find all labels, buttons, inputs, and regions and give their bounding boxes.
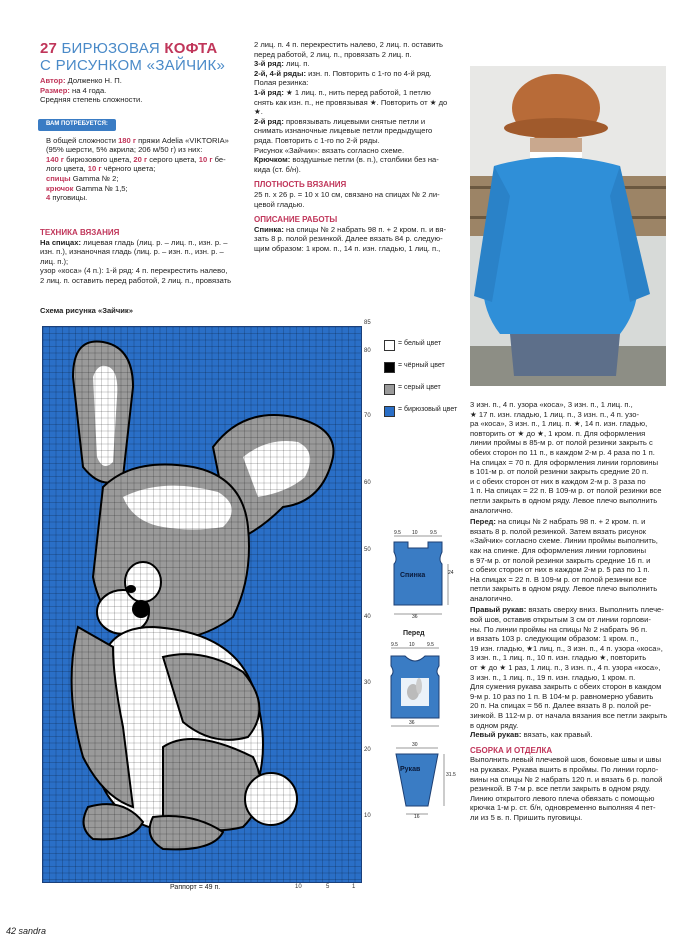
body-text: 25 п. х 26 р. = 10 х 10 см, связано на спицах № 2 ли-	[254, 189, 440, 199]
column-two	[254, 40, 464, 253]
body-text: ряда. Повторить с 1-го по 2-й ряды.	[254, 135, 380, 145]
body-text: перед работой, 2 лиц. п., провязать 2 лиц. п.	[254, 49, 412, 59]
bunny-chart	[42, 326, 362, 883]
dim-label: 30	[412, 742, 418, 748]
materials-text: Gamma № 2;	[70, 173, 119, 183]
legend-turquoise	[384, 406, 458, 417]
body-text: Выполнить левый плечевой шов, боковые швы и швы	[470, 755, 662, 765]
body-text: лиц. п.	[283, 59, 310, 69]
body-text: как на спинке. Для оформления линии горловины	[470, 545, 647, 555]
article-header	[40, 40, 240, 105]
row-number: 80	[364, 348, 371, 354]
body-text: и с обеих сторон от них в каждом 2-м р. 3 раза по	[470, 476, 646, 486]
row-label: 2-й ряд:	[254, 116, 284, 126]
dim-label: 10	[409, 642, 415, 648]
body-text: в одном ряду.	[470, 720, 519, 730]
legend-label: = белый цвет	[398, 340, 442, 347]
chart-footer: Раппорт = 49 п.	[170, 884, 221, 891]
legend-white	[384, 340, 441, 351]
body-text: Линию открытого левого плеча обвязать с помощью	[470, 793, 655, 803]
materials-text: лого цвета,	[46, 164, 88, 174]
materials-weight: 20 г	[133, 154, 148, 164]
article-title	[40, 40, 240, 57]
materials-text: бирюзового цвета,	[63, 154, 134, 164]
materials-weight: 10 г	[87, 164, 102, 174]
back-label: Спинка	[400, 572, 426, 579]
magazine-brand: sandra	[18, 926, 47, 936]
body-text: На спицах = 22 п. В 109-м р. от полой резинки все	[470, 574, 647, 584]
body-text: 19 изн. гладью, ★1 лиц. п., 3 изн. п., 4 п. узора «коса»,	[470, 643, 663, 653]
row-number: 60	[364, 480, 371, 486]
chart-title: Схема рисунка «Зайчик»	[40, 306, 133, 315]
title-word-2: КОФТА	[164, 40, 218, 57]
sleeve-label: Рукав	[400, 766, 421, 773]
body-text: 2 лиц. п. 4 п. перекрестить налево, 2 лиц. п. оставить	[254, 40, 443, 49]
body-text: вязать сверху вниз. Выполнить плече-	[526, 605, 664, 615]
body-text: и вязать 103 р. следующим образом: 1 кром. п.,	[470, 634, 639, 644]
section-label: Правый рукав:	[470, 605, 527, 615]
technique-text: изн. п.), изнаночная гладь (лиц. р. – изн. п., изн. р. –	[40, 247, 224, 257]
technique-text: узор «коса» (4 п.): 1-й ряд: 4 п. перекрестить налево,	[40, 266, 228, 276]
title-word-1: БИРЮЗОВАЯ	[61, 40, 160, 57]
materials-text: пряжи Adelia «VIKTORIA»	[136, 135, 229, 145]
bunny-figure	[72, 341, 334, 849]
section-label: Левый рукав:	[470, 730, 522, 740]
front-schematic	[383, 630, 453, 730]
body-text: кида (ст. б/н).	[254, 164, 301, 174]
body-text: Для сужения рукава закрыть с обеих сторон в каждом	[470, 682, 662, 692]
density-heading: ПЛОТНОСТЬ ВЯЗАНИЯ	[254, 180, 347, 190]
body-text: 3 изн. п., 1 лиц. п., 10 п. изн. гладью ★, повторить	[470, 653, 647, 663]
body-text: ны. По линии проймы на спицы № 2 набрать 96 п.	[470, 624, 648, 634]
body-text: 3 изн. п., 1 лиц. п., 19 п. изн. гладью, 1 кром. п.	[470, 672, 636, 682]
materials-text: серого цвета,	[147, 154, 199, 164]
sleeve-schematic	[392, 742, 462, 822]
assembly-heading: СБОРКА И ОТДЕЛКА	[470, 745, 553, 755]
author-label: Автор:	[40, 76, 66, 85]
back-schematic	[386, 530, 456, 620]
legend-label: = серый цвет	[398, 384, 441, 391]
row-label: Спинка:	[254, 224, 284, 234]
body-text: на спицы № 2 набрать 98 п. + 2 кром. п. и вя-	[283, 224, 447, 234]
buttons-count: 4	[46, 193, 51, 203]
materials-text: Gamma № 1,5;	[73, 183, 128, 193]
dim-label: 24	[448, 570, 454, 576]
page-footer	[6, 926, 46, 936]
dim-label: 9.5	[430, 530, 437, 536]
body-text: от ★ до ★ 1 раз, 1 лиц. п., 3 изн. п., 4 п. узора «коса»,	[470, 663, 661, 673]
materials-text: В общей сложности	[46, 135, 119, 145]
row-number: 10	[364, 813, 371, 819]
body-text: петли закрыть в одном ряду. Левое плечо выполнить	[470, 495, 658, 505]
materials-badge: ВАМ ПОТРЕБУЕТСЯ:	[38, 119, 116, 131]
technique-text: лиц. п.);	[40, 256, 69, 266]
body-text: щим образом: 1 кром. п., 14 п. изн. гладью, 1 лиц. п.,	[254, 243, 441, 253]
dim-label: 10	[412, 530, 418, 536]
body-text: снять как изн. п., не провязывая ★. Повторить от ★ до	[254, 97, 448, 107]
body-text: резинкой. В 7-м р. все петли закрыть в одном ряду.	[470, 784, 651, 794]
body-text: вязать, как правый.	[521, 730, 593, 740]
body-text: линии проймы в 85-м р. от полой резинки закрыть с	[470, 438, 653, 448]
dim-label: 9.5	[394, 530, 401, 536]
row-number: 20	[364, 747, 371, 753]
body-text: вины на спицы № 2 набрать 120 п. и вязать 6 р. полой	[470, 774, 663, 784]
body-text: с обеих сторон от них в каждом 2-м р. 5 раз по 1 п.	[470, 565, 650, 575]
row-number: 70	[364, 413, 371, 419]
col-number: 1	[352, 884, 356, 890]
body-text: На спицах = 70 п. Для оформления линии горловины	[470, 457, 659, 467]
materials-text: (95% шерсти, 5% акрила; 206 м/50 г) из них:	[46, 145, 203, 155]
article-subtitle: С РИСУНКОМ «ЗАЙЧИК»	[40, 57, 226, 74]
technique-text: лицевая гладь (лиц. р. – лиц. п., изн. р. –	[81, 237, 228, 247]
materials-weight: 10 г	[198, 154, 213, 164]
legend-swatch	[384, 362, 395, 373]
technique-label: На спицах:	[40, 237, 82, 247]
article-number: 27	[40, 40, 58, 57]
materials-text: чёрного цвета;	[101, 164, 156, 174]
body-text: крючка 1-м р. ст. б/н, одновременно выполняя 4 пет-	[470, 803, 656, 813]
legend-label: = чёрный цвет	[398, 362, 445, 369]
materials-weight: 140 г	[46, 154, 64, 164]
body-text: ★ 1 лиц. п., нить перед работой, 1 петлю	[283, 87, 431, 97]
author-name: Долженко Н. П.	[67, 76, 122, 85]
legend-black	[384, 362, 445, 373]
needles-label: спицы	[46, 173, 71, 183]
body-text: 1 п. На спицах = 22 п. В 109-м р. от полой резинки все	[470, 486, 662, 496]
row-label: 3-й ряд:	[254, 59, 284, 69]
body-text: ★ 17 п. изн. гладью, 1 лиц. п., 3 изн. п., 4 п. узо-	[470, 409, 640, 419]
body-text: обеих сторон по 11 п., в каждом 2-м р. 4 раза по 1 п.	[470, 447, 655, 457]
front-title: Перед	[403, 630, 425, 637]
row-number: 30	[364, 680, 371, 686]
hook-label: крючок	[46, 183, 74, 193]
body-text: зинкой. В 112-м р. от начала вязания все петли закрыть	[470, 711, 668, 720]
body-text: «Зайчик» согласно схеме. Линии проймы выполнить,	[470, 536, 658, 546]
body-text: изн. п. Повторить с 1-го по 4-й ряд.	[305, 68, 432, 78]
body-text: 20 п. На спицах = 56 п. Далее вязать 8 р. полой ре-	[470, 701, 652, 711]
body-text: петли закрыть в одном ряду. Левое плечо выполнить	[470, 584, 658, 594]
body-text: снимать изнаночные лицевые петли предыдущего	[254, 126, 433, 136]
dim-label: 9.5	[427, 642, 434, 648]
body-text: аналогично.	[470, 505, 513, 515]
dim-label: 31.5	[446, 772, 456, 778]
body-text: Рисунок «Зайчик»: вязать согласно схеме.	[254, 145, 405, 155]
body-text: 3 изн. п., 4 п. узора «коса», 3 изн. п., 1 лиц. п.,	[470, 400, 633, 409]
materials-block	[46, 118, 246, 203]
col-number: 5	[326, 884, 330, 890]
body-text: в 101-м р. от полой резинки закрыть средние 20 п.	[470, 467, 649, 477]
body-text: в 97-м р. от полой резинки закрыть средние 16 п. и	[470, 555, 651, 565]
size-value: на 4 года.	[72, 85, 107, 95]
technique-text: 2 лиц. п. оставить перед работой, 2 лиц. п., провязать	[40, 275, 232, 285]
child-photo	[470, 66, 666, 386]
body-text: на спицы № 2 набрать 98 п. + 2 кром. п. и	[495, 517, 646, 527]
row-label: 2-й, 4-й ряды:	[254, 68, 306, 78]
body-text: зать 8 р. полой резинкой. Далее вязать 84 р. следую-	[254, 234, 443, 244]
dim-label: 16	[414, 814, 420, 820]
col-number: 10	[295, 884, 302, 890]
row-number: 40	[364, 614, 371, 620]
work-heading: ОПИСАНИЕ РАБОТЫ	[254, 215, 338, 225]
technique-heading: ТЕХНИКА ВЯЗАНИЯ	[40, 228, 120, 237]
body-text: повторить от ★ до ★, 1 кром. п. Для оформления	[470, 428, 646, 438]
body-text: Полая резинка:	[254, 78, 309, 88]
legend-swatch	[384, 406, 395, 417]
row-number: 85	[364, 320, 371, 326]
section-label: Перед:	[470, 517, 496, 527]
body-text: цевой гладью.	[254, 199, 305, 209]
dim-label: 9.5	[391, 642, 398, 648]
body-text: ★.	[254, 107, 263, 117]
legend-swatch	[384, 340, 395, 351]
body-text: на рукавах. Рукава вшить в проймы. По линии горло-	[470, 764, 659, 774]
technique-block	[40, 228, 240, 286]
legend-label: = бирюзовый цвет	[398, 406, 458, 413]
materials-text: бе-	[212, 154, 226, 164]
chart-canvas	[43, 327, 361, 882]
page-number: 42	[6, 926, 17, 936]
row-label: Крючком:	[254, 155, 291, 165]
dim-label: 36	[409, 720, 415, 726]
legend-gray	[384, 384, 441, 395]
materials-weight: 180 г	[118, 135, 137, 145]
body-text: вой шов, оставив открытым 3 см от линии горлови-	[470, 615, 651, 625]
difficulty: Средняя степень сложности.	[40, 95, 143, 105]
dim-label: 36	[412, 614, 418, 620]
size-label: Размер:	[40, 85, 70, 95]
legend-swatch	[384, 384, 395, 395]
body-text: вязать 8 р. полой резинкой. Затем вязать рисунок	[470, 526, 646, 536]
body-text: 9-м р. 10 раз по 1 п. В 104-м р. равномерно убавить	[470, 691, 654, 701]
body-text: воздушные петли (в. п.), столбики без на-	[290, 155, 439, 165]
right-column	[470, 400, 670, 823]
body-text: ра «коса», 3 изн. п., 1 лиц. п. ★, 14 п. изн. гладью,	[470, 419, 648, 429]
row-number: 50	[364, 547, 371, 553]
materials-text: пуговицы.	[50, 193, 88, 203]
row-label: 1-й ряд:	[254, 87, 284, 97]
body-text: аналогично.	[470, 593, 513, 603]
body-text: провязывать лицевыми снятые петли и	[283, 116, 426, 126]
body-text: ли из 5 в. п. Пришить пуговицы.	[470, 812, 583, 822]
